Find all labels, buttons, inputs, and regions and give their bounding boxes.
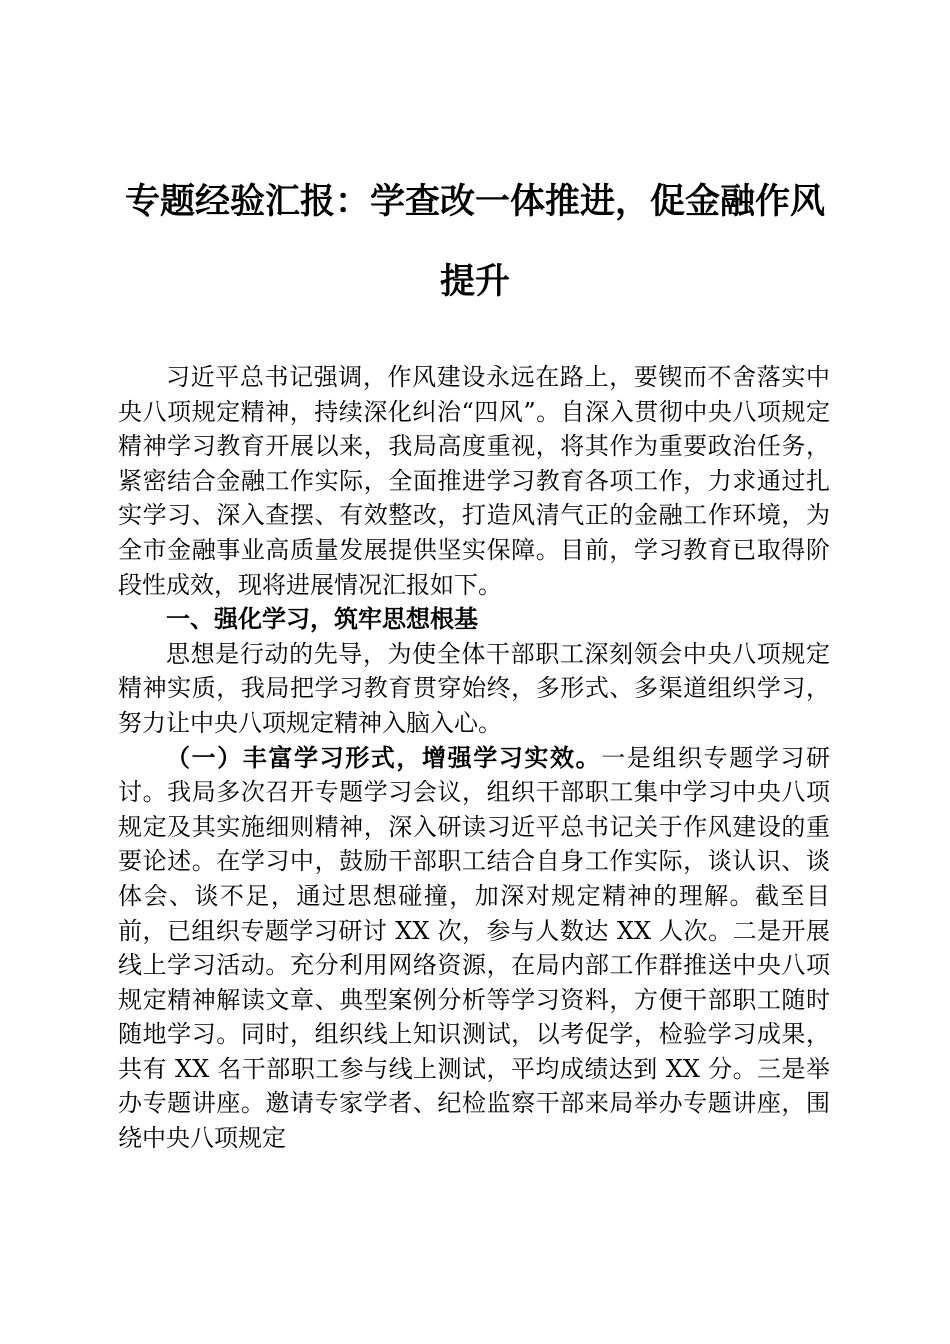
- section-heading-1: 一、强化学习，筑牢思想根基: [166, 605, 478, 634]
- subsection-1-body: 一是组织专题学习研讨。我局多次召开专题学习会议，组织干部职工集中学习中央八项规定及其实施细则精神，深入研读习近平总书记关于作风建设的重要论述。在学习中，鼓励干部职工结合自身工作实际，谈认识、谈体会、谈不足，通过思想碰撞，加深对规定精神的理解。截至目前，已组织专题学习研讨 XX 次，参与人数达 XX 人次。二是开展线上学习活动。充分利用网络资源，在局内部工作群推送中央八项规定精神解读文章、典型案例分析等学习资料，方便干部职工随时随地学习。同时，组织线上知识测试，以考促学，检验学习成果，共有 XX 名干部职工参与线上测试，平均成绩达到 XX 分。三是举办专题讲座。邀请专家学者、纪检监察干部来局举办专题讲座，围绕中央八项规定: [118, 743, 831, 1153]
- title-line-2: 提升: [439, 261, 510, 302]
- document-title: [110, 162, 840, 322]
- intro-paragraph: 习近平总书记强调，作风建设永远在路上，要锲而不舍落实中央八项规定精神，持续深化纠治“四风”。自深入贯彻中央八项规定精神学习教育开展以来，我局高度重视，将其作为重要政治任务，紧密结合金融工作实际，全面推进学习教育各项工作，力求通过扎实学习、深入查摆、有效整改，打造风清气正的金融工作环境，为全市金融事业高质量发展提供坚实保障。目前，学习教育已取得阶段性成效，现将进展情况汇报如下。: [118, 363, 830, 599]
- title-line-1: 专题经验汇报：学查改一体推进，促金融作风: [124, 181, 825, 222]
- subsection-1-paragraph: [118, 741, 830, 1156]
- document-body: [118, 360, 830, 1156]
- subsection-1-lead: （一）丰富学习形式，增强学习实效。: [166, 742, 602, 772]
- section-1-intro-paragraph: 思想是行动的先导，为使全体干部职工深刻领会中央八项规定精神实质，我局把学习教育贯穿始终，多形式、多渠道组织学习，努力让中央八项规定精神入脑入心。: [118, 639, 830, 737]
